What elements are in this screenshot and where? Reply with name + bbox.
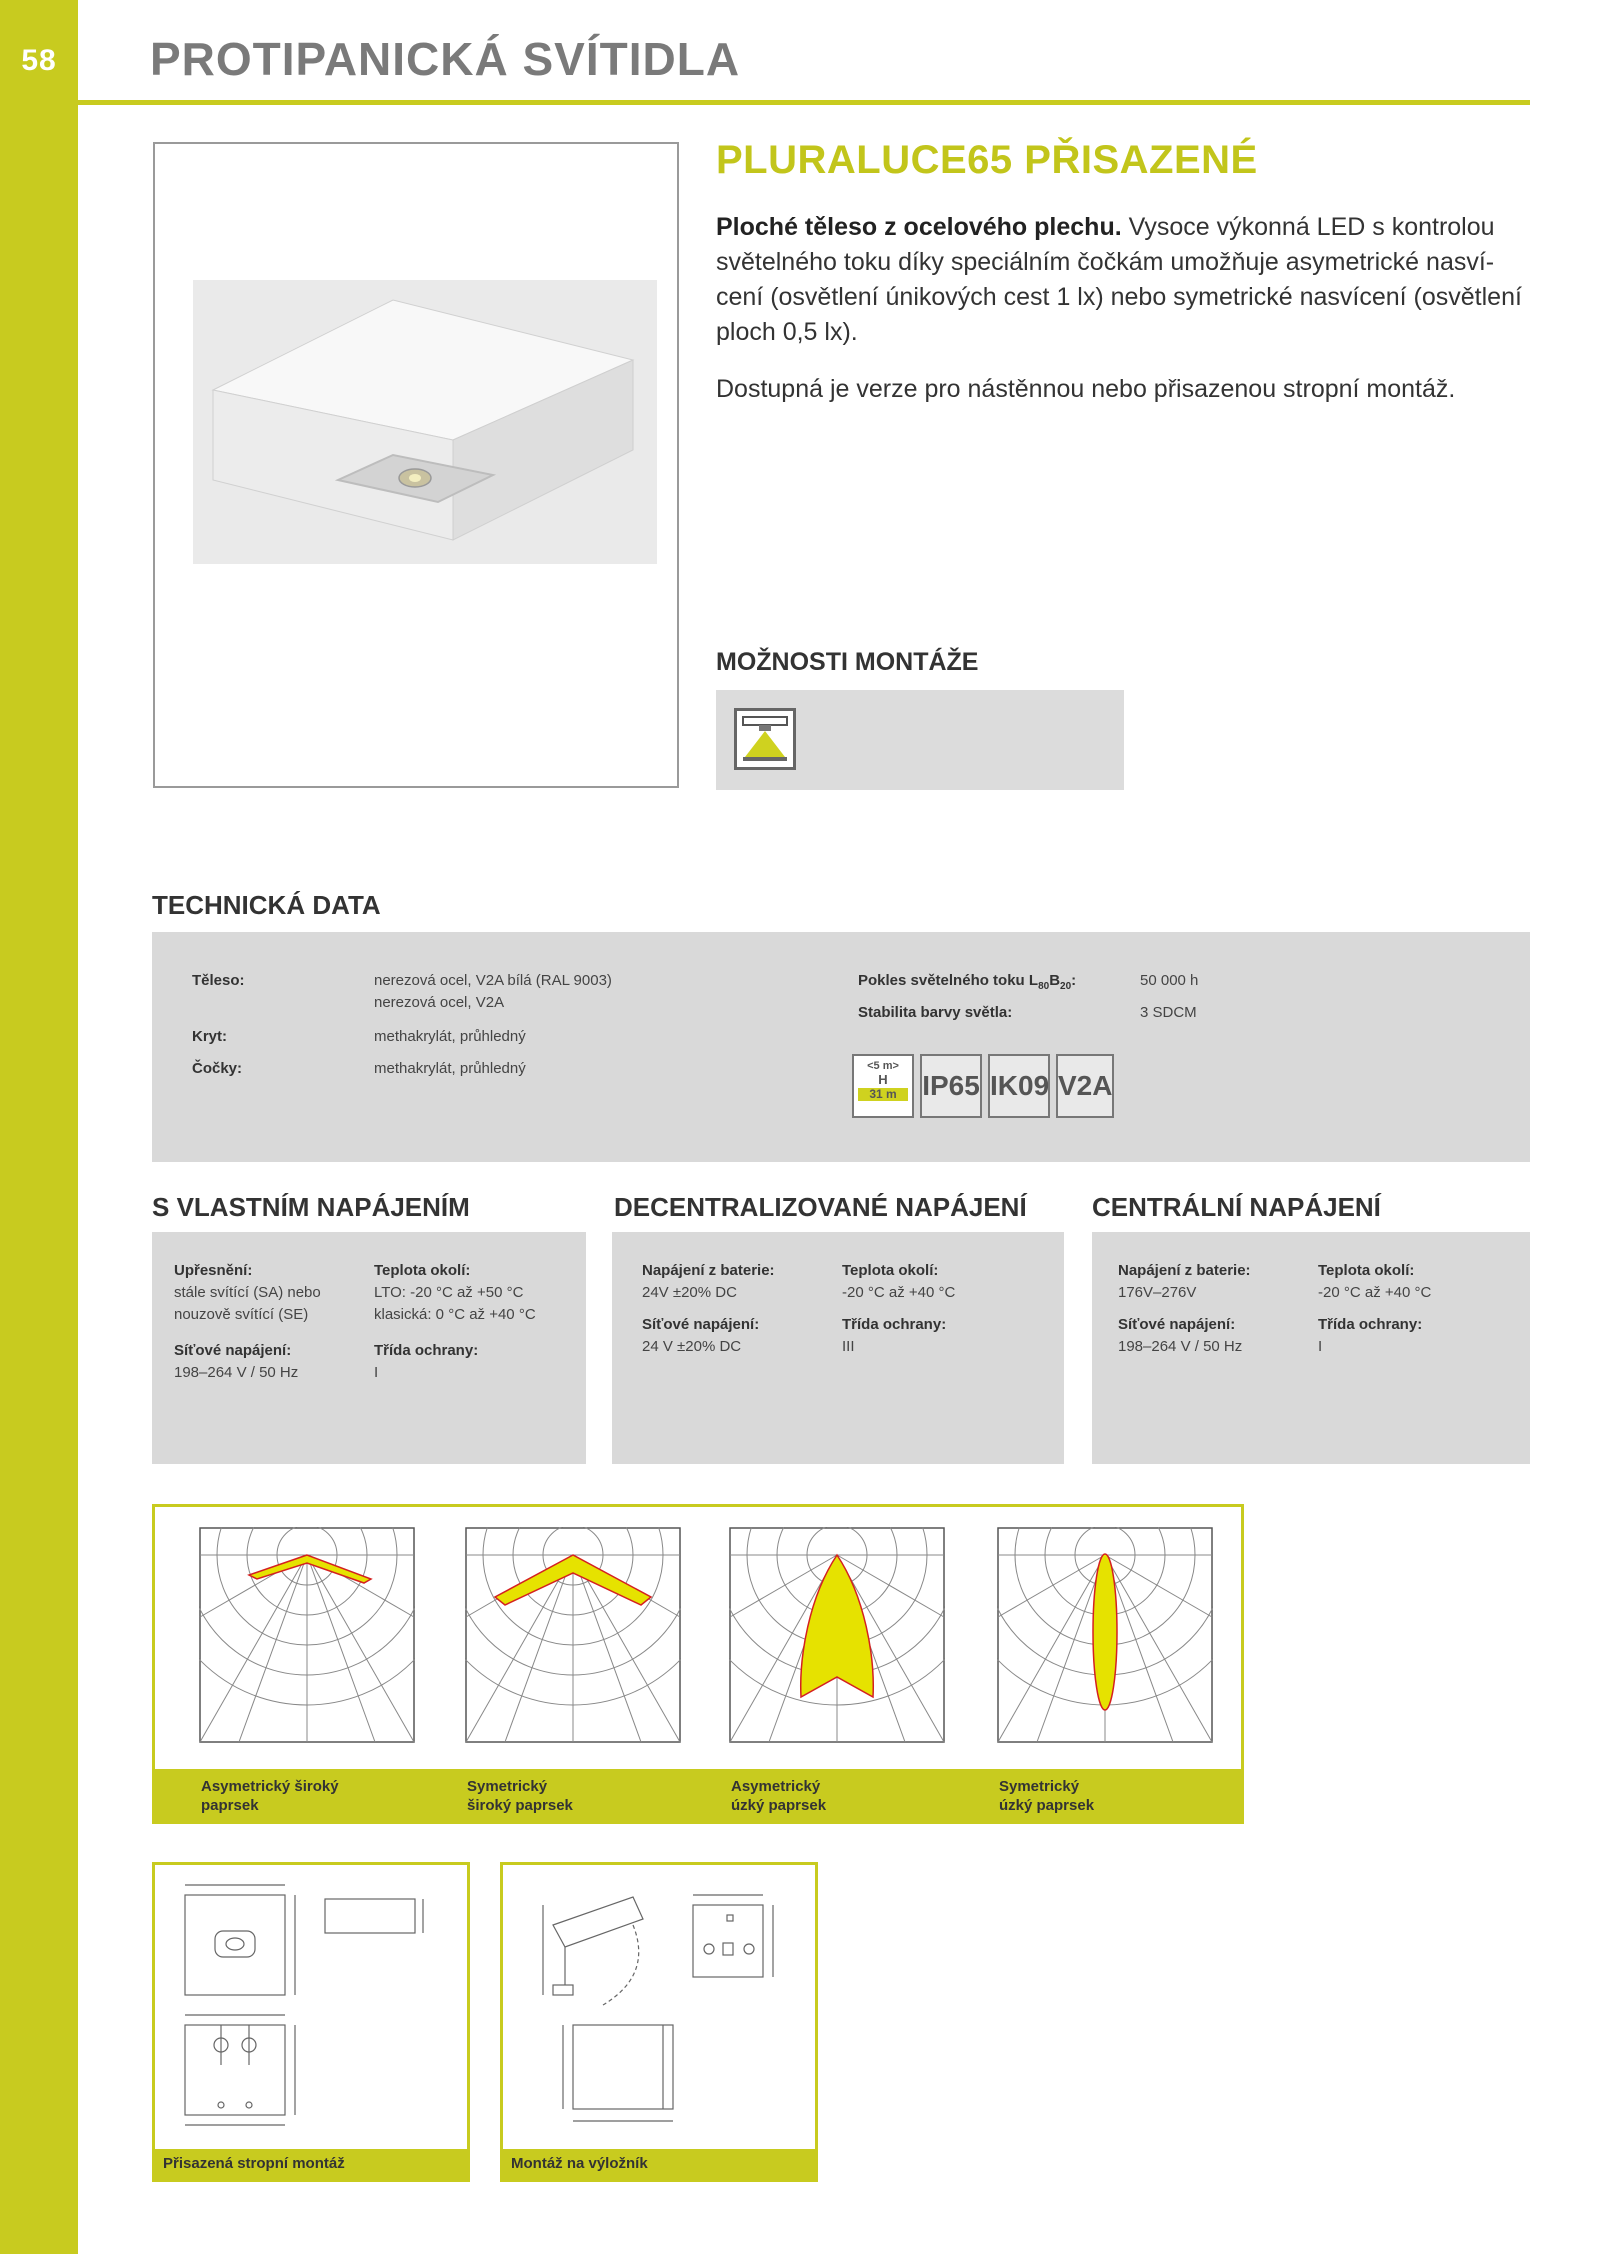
caption-line: úzký paprsek [731,1797,827,1814]
power-heading-self: S VLASTNÍM NAPÁJENÍM [152,1192,470,1222]
power-box-central [1092,1232,1530,1464]
distance-badge [852,1054,914,1118]
pw-cen-label-battery: Napájení z baterie: [1118,1262,1251,1279]
ik-rating-badge: IK09 [988,1054,1050,1118]
pw-cen-value-temp: -20 °C až +40 °C [1318,1284,1432,1301]
pw-dec-label-battery: Napájení z baterie: [642,1262,775,1279]
pw-cen-value-battery: 176V–276V [1118,1284,1197,1301]
polar-diagram-asym-wide [199,1527,415,1743]
polar-diagram-sym-narrow [997,1527,1213,1743]
td-label-body: Těleso: [192,972,245,989]
power-box-self [152,1232,586,1464]
bracket-mount-drawing [513,1875,805,2133]
technical-data-heading: TECHNICKÁ DATA [152,890,381,920]
pw-dec-value-class: III [842,1338,855,1355]
flux-label-end: : [1071,972,1077,989]
light-distribution-panel [152,1504,1244,1824]
pw-self-value-class: I [374,1364,379,1381]
product-description [716,210,1536,350]
flux-label-main: Pokles světelného toku L [858,972,1039,989]
section-title: PROTIPANICKÁ SVÍTIDLA [150,33,741,85]
dimension-caption-bracket: Montáž na výložník [511,2155,648,2172]
description-lead: Ploché těleso z ocelového plechu. [716,213,1122,241]
power-heading-central: CENTRÁLNÍ NAPÁJENÍ [1092,1192,1381,1222]
td-value-color-stability: 3 SDCM [1140,1004,1197,1021]
description-body: Vysoce výkonná LED s kontrolou světelného toku díky speciálním čočkám umožňuje asymetrické nasví-cení (osvětlení únikových cest 1 lx) nebo symetrické nasvícení (osvětlení ploch 0,5 lx). [716,213,1522,346]
caption-line: Symetrický [999,1778,1080,1795]
pw-self-value-spec: stále svítící (SA) nebo nouzově svítící (SE) [174,1284,321,1323]
td-label-flux-decline [858,972,1076,992]
distance-top-label: <5 m> [867,1060,899,1072]
td-value-lenses: methakrylát, průhledný [374,1060,526,1077]
dimension-caption-strip [155,2149,467,2179]
pw-cen-label-class: Třída ochrany: [1318,1316,1423,1333]
pw-self-label-mains: Síťové napájení: [174,1342,292,1359]
flux-label-mid: B [1049,972,1061,989]
polar-caption-sym-wide [467,1777,573,1815]
caption-line: Asymetrický široký [201,1778,339,1795]
pw-dec-label-class: Třída ochrany: [842,1316,947,1333]
td-value-cover: methakrylát, průhledný [374,1028,526,1045]
pw-dec-label-mains: Síťové napájení: [642,1316,760,1333]
flux-label-sub1: 80 [1038,981,1050,992]
flux-label-sub2: 20 [1060,981,1072,992]
polar-caption-asym-wide [201,1777,339,1815]
ceiling-mount-icon [734,708,796,770]
pw-cen-label-mains: Síťové napájení: [1118,1316,1236,1333]
pw-self-label-spec: Upřesnění: [174,1262,253,1279]
pw-dec-value-battery: 24V ±20% DC [642,1284,737,1301]
caption-line: široký paprsek [467,1797,573,1814]
product-photo [193,280,657,564]
material-badge: V2A [1056,1054,1114,1118]
td-value-body: nerezová ocel, V2A bílá (RAL 9003) nerezová ocel, V2A [374,972,612,1011]
product-photo-frame [153,142,679,788]
pw-self-label-temp: Teplota okolí: [374,1262,471,1279]
ceiling-mount-drawing [165,1875,457,2133]
pw-dec-value-temp: -20 °C až +40 °C [842,1284,956,1301]
distance-bottom-label: 31 m [858,1088,908,1101]
caption-line: Asymetrický [731,1778,821,1795]
polar-caption-sym-narrow [999,1777,1094,1815]
dimension-panel-bracket [500,1862,818,2182]
polar-caption-asym-narrow [731,1777,826,1815]
side-accent-bar [0,0,78,2254]
technical-data-box [152,932,1530,1162]
caption-line: paprsek [201,1797,259,1814]
caption-line: Symetrický [467,1778,548,1795]
pw-cen-label-temp: Teplota okolí: [1318,1262,1415,1279]
polar-diagram-asym-narrow [729,1527,945,1743]
distance-h-label: H [878,1072,888,1087]
power-heading-decentral: DECENTRALIZOVANÉ NAPÁJENÍ [614,1192,1027,1222]
dimension-caption-strip [503,2149,815,2179]
polar-diagram-sym-wide [465,1527,681,1743]
pw-self-value-temp: LTO: -20 °C až +50 °C klasická: 0 °C až +40 °C [374,1284,536,1323]
pw-dec-label-temp: Teplota okolí: [842,1262,939,1279]
ip-rating-badge: IP65 [920,1054,982,1118]
pw-dec-value-mains: 24 V ±20% DC [642,1338,742,1355]
td-label-cover: Kryt: [192,1028,228,1045]
mounting-options-heading: MOŽNOSTI MONTÁŽE [716,648,979,676]
caption-line: úzký paprsek [999,1797,1095,1814]
power-box-decentral [612,1232,1064,1464]
td-label-color-stability: Stabilita barvy světla: [858,1004,1013,1021]
header-rule [78,100,1530,105]
td-label-lenses: Čočky: [192,1060,243,1077]
dimension-panel-ceiling [152,1862,470,2182]
td-value-flux-decline: 50 000 h [1140,972,1199,989]
page-number: 58 [21,44,57,77]
pw-self-value-mains: 198–264 V / 50 Hz [174,1364,299,1381]
luminaire-illustration [193,280,657,564]
dimension-caption-ceiling: Přisazená stropní montáž [163,2155,345,2172]
pw-cen-value-mains: 198–264 V / 50 Hz [1118,1338,1243,1355]
product-title: PLURALUCE65 PŘISAZENÉ [716,138,1258,182]
product-description-mounting: Dostupná je verze pro nástěnnou nebo přisazenou stropní montáž. [716,375,1456,403]
pw-cen-value-class: I [1318,1338,1323,1355]
pw-self-label-class: Třída ochrany: [374,1342,479,1359]
mounting-options-box [716,690,1124,790]
